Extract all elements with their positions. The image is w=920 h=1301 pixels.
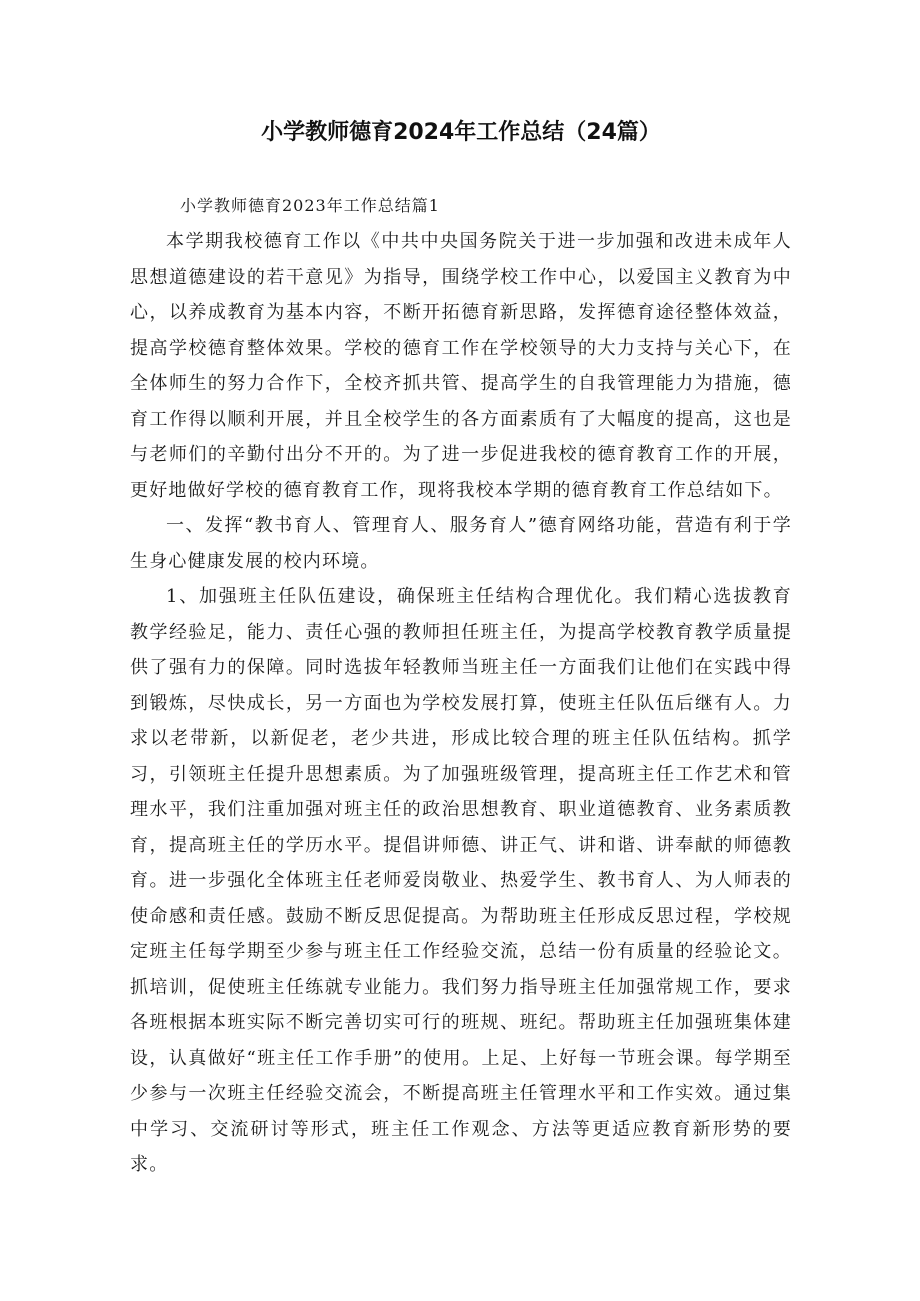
paragraph-item-one: 1、加强班主任队伍建设，确保班主任结构合理优化。我们精心选拔教育教学经验足，能力、责任心强的教师担任班主任，为提高学校教育教学质量提供了强有力的保障。同时选拔年轻教师当班主任一方面我们让他们在实践中得到锻炼，尽快成长，另一方面也为学校发展打算，使班主任队伍后继有人。力求以老带新，以新促老，老少共进，形成比较合理的班主任队伍结构。抓学习，引领班主任提升思想素质。为了加强班级管理，提高班主任工作艺术和管理水平，我们注重加强对班主任的政治思想教育、职业道德教育、业务素质教育，提高班主任的学历水平。提倡讲师德、讲正气、讲和谐、讲奉献的师德教育。进一步强化全体班主任老师爱岗敬业、热爱学生、教书育人、为人师表的使命感和责任感。鼓励不断反思促提高。为帮助班主任形成反思过程，学校规定班主任每学期至少参与班主任工作经验交流，总结一份有质量的经验论文。抓培训，促使班主任练就专业能力。我们努力指导班主任加强常规工作，要求各班根据本班实际不断完善切实可行的班规、班纪。帮助班主任加强班集体建设，认真做好“班主任工作手册”的使用。上足、上好每一节班会课。每学期至少参与一次班主任经验交流会，不断提高班主任管理水平和工作实效。通过集中学习、交流研讨等形式，班主任工作观念、方法等更适应教育新形势的要求。 xyxy=(130,586,792,1175)
section-subtitle: 小学教师德育2023年工作总结篇1 xyxy=(180,196,440,215)
paragraph-section-one: 一、发挥“教书育人、管理育人、服务育人”德育网络功能，营造有利于学生身心健康发展的校内环境。 xyxy=(130,515,792,572)
document-title: 小学教师德育2024年工作总结（24篇） xyxy=(261,120,661,145)
paragraph-intro: 本学期我校德育工作以《中共中央国务院关于进一步加强和改进未成年人思想道德建设的若干意见》为指导，围绕学校工作中心，以爱国主义教育为中心，以养成教育为基本内容，不断开拓德育新思路，发挥德育途径整体效益，提高学校德育整体效果。学校的德育工作在学校领导的大力支持与关心下，在全体师生的努力合作下，全校齐抓共管、提高学生的自我管理能力为措施，德育工作得以顺利开展，并且全校学生的各方面素质有了大幅度的提高，这也是与老师们的辛勤付出分不开的。为了进一步促进我校的德育教育工作的开展，更好地做好学校的德育教育工作，现将我校本学期的德育教育工作总结如下。 xyxy=(130,231,792,501)
